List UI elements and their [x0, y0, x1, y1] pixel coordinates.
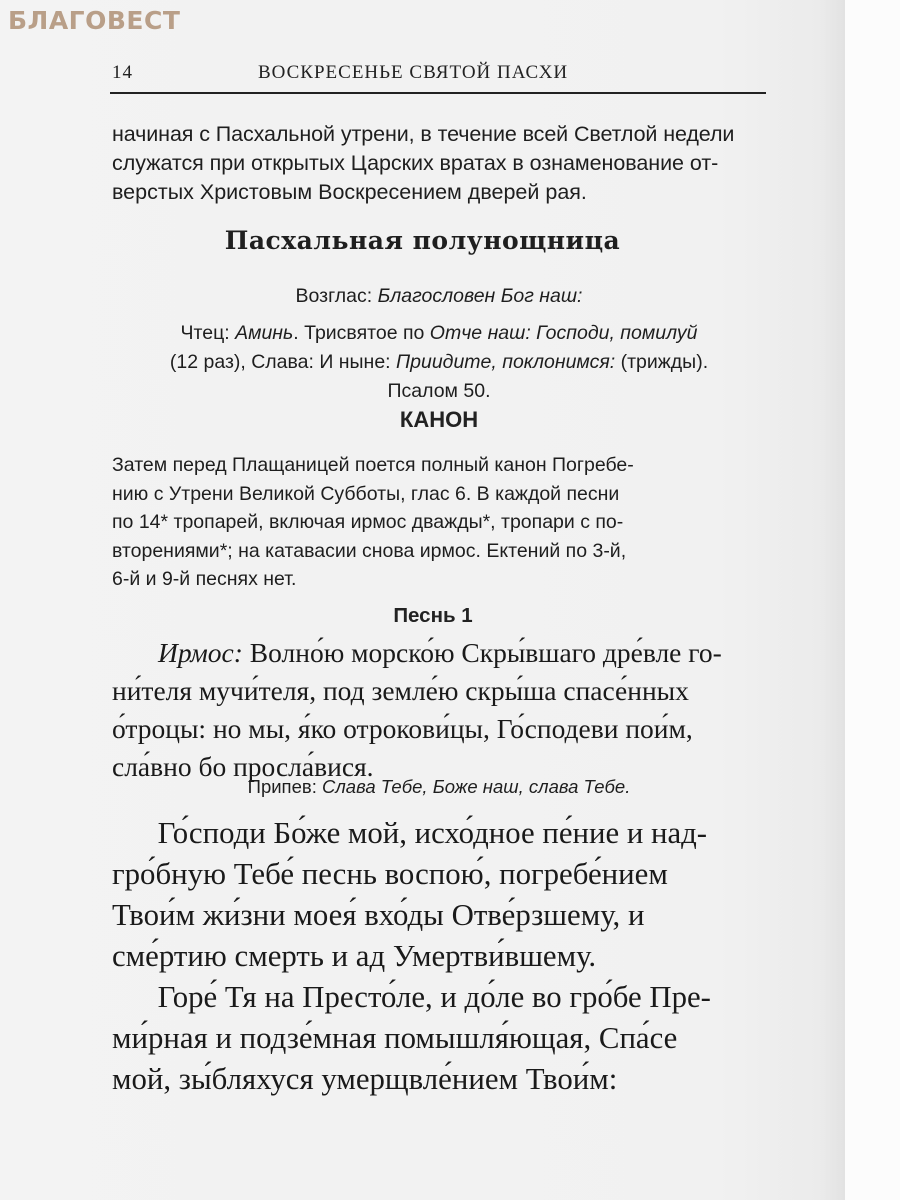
irmos-paragraph — [112, 634, 766, 786]
troparion-line: Горе́ Тя на Престо́ле, и до́ле во гро́бе Пре- — [157, 979, 711, 1014]
reader-line-2 — [112, 348, 766, 377]
reader-come: Приидите, поклонимся: — [396, 351, 616, 373]
kanon-line: 6-й и 9-й песнях нет. — [112, 568, 297, 590]
irmos-text: Волно́ю морско́ю Скры́вшаго дре́вле го- — [249, 637, 722, 668]
reader-label: Чтец: — [180, 322, 230, 344]
irmos-label: Ирмос: — [158, 637, 243, 668]
vozglas-label: Возглас: — [295, 285, 373, 307]
vozglas-line — [112, 282, 766, 311]
reader-trisagion: . Трисвятое по — [293, 322, 425, 344]
intro-line: служатся при открытых Царских вратах в ознаменование от- — [112, 151, 719, 175]
kanon-line: нию с Утрени Великой Субботы, глас 6. В каждой песни — [112, 482, 620, 505]
running-head — [112, 62, 765, 90]
reader-glory: (12 раз), Слава: И ныне: — [169, 351, 391, 373]
irmos-line — [112, 634, 766, 672]
troparion — [112, 976, 772, 1099]
intro-paragraph — [112, 120, 766, 207]
troparion-line: Го́споди Бо́же мой, исхо́дное пе́ние и над- — [157, 815, 708, 850]
troparion-line: ми́рная и подзе́мная помышля́ющая, Спа́се — [112, 1020, 678, 1055]
song-title: Песнь 1 — [393, 604, 473, 627]
kanon-line: вторениями*; на катавасии снова ирмос. Ектений по 3-й, — [112, 539, 627, 562]
kanon-line: по 14* тропарей, включая ирмос дважды*, тропари с по- — [112, 511, 624, 533]
refrain-label: Припев: — [247, 776, 317, 797]
kanon-paragraph — [112, 451, 766, 594]
troparion-line: гро́бную Тебе́ песнь воспою́, погребе́нием — [112, 856, 668, 891]
header-rule — [110, 92, 766, 94]
troparion — [112, 812, 772, 976]
intro-line: верстых Христовым Воскресением дверей рая. — [112, 180, 587, 204]
irmos-line: сла́вно бо просла́вися. — [112, 751, 374, 782]
kanon-line: Затем перед Плащаницей поется полный канон Погребе- — [112, 454, 634, 476]
page-number: 14 — [112, 62, 133, 83]
intro-line — [112, 120, 766, 149]
refrain-line — [112, 773, 766, 801]
reader-thrice: (трижды). — [620, 351, 709, 373]
section-title: Пасхальная полунощница — [224, 226, 621, 255]
reader-prayer: Отче наш: Господи, помилуй — [429, 322, 698, 344]
reader-amen: Аминь — [235, 322, 294, 344]
troparion-line: мой, зы́бляхуся умерщвле́нием Твои́м: — [112, 1061, 618, 1096]
refrain-text: Слава Тебе, Боже наш, слава Тебе. — [321, 776, 631, 797]
irmos-line: о́троцы: но мы, я́ко отрокови́цы, Го́сподеви пои́м, — [112, 713, 693, 744]
reader-line-3: Псалом 50. — [387, 380, 491, 402]
troparion-line: сме́ртию смерть и ад Умертви́вшему. — [112, 938, 597, 973]
running-title: ВОСКРЕСЕНЬЕ СВЯТОЙ ПАСХИ — [258, 62, 569, 83]
kanon-title: КАНОН — [399, 407, 479, 432]
vozglas-text: Благословен Бог наш: — [377, 285, 583, 307]
irmos-line: ни́теля мучи́теля, под земле́ю скры́ша спасе́нных — [112, 675, 689, 706]
reader-line-1 — [112, 319, 766, 348]
page-edge — [845, 0, 900, 1200]
troparion-line: Твои́м жи́зни моея́ вхо́ды Отве́рзшему, и — [112, 897, 645, 932]
text: начиная с Пасхальной утрени, в течение всей Светлой недели — [112, 122, 735, 146]
watermark-logo: БЛАГОВЕСТ — [8, 6, 181, 35]
